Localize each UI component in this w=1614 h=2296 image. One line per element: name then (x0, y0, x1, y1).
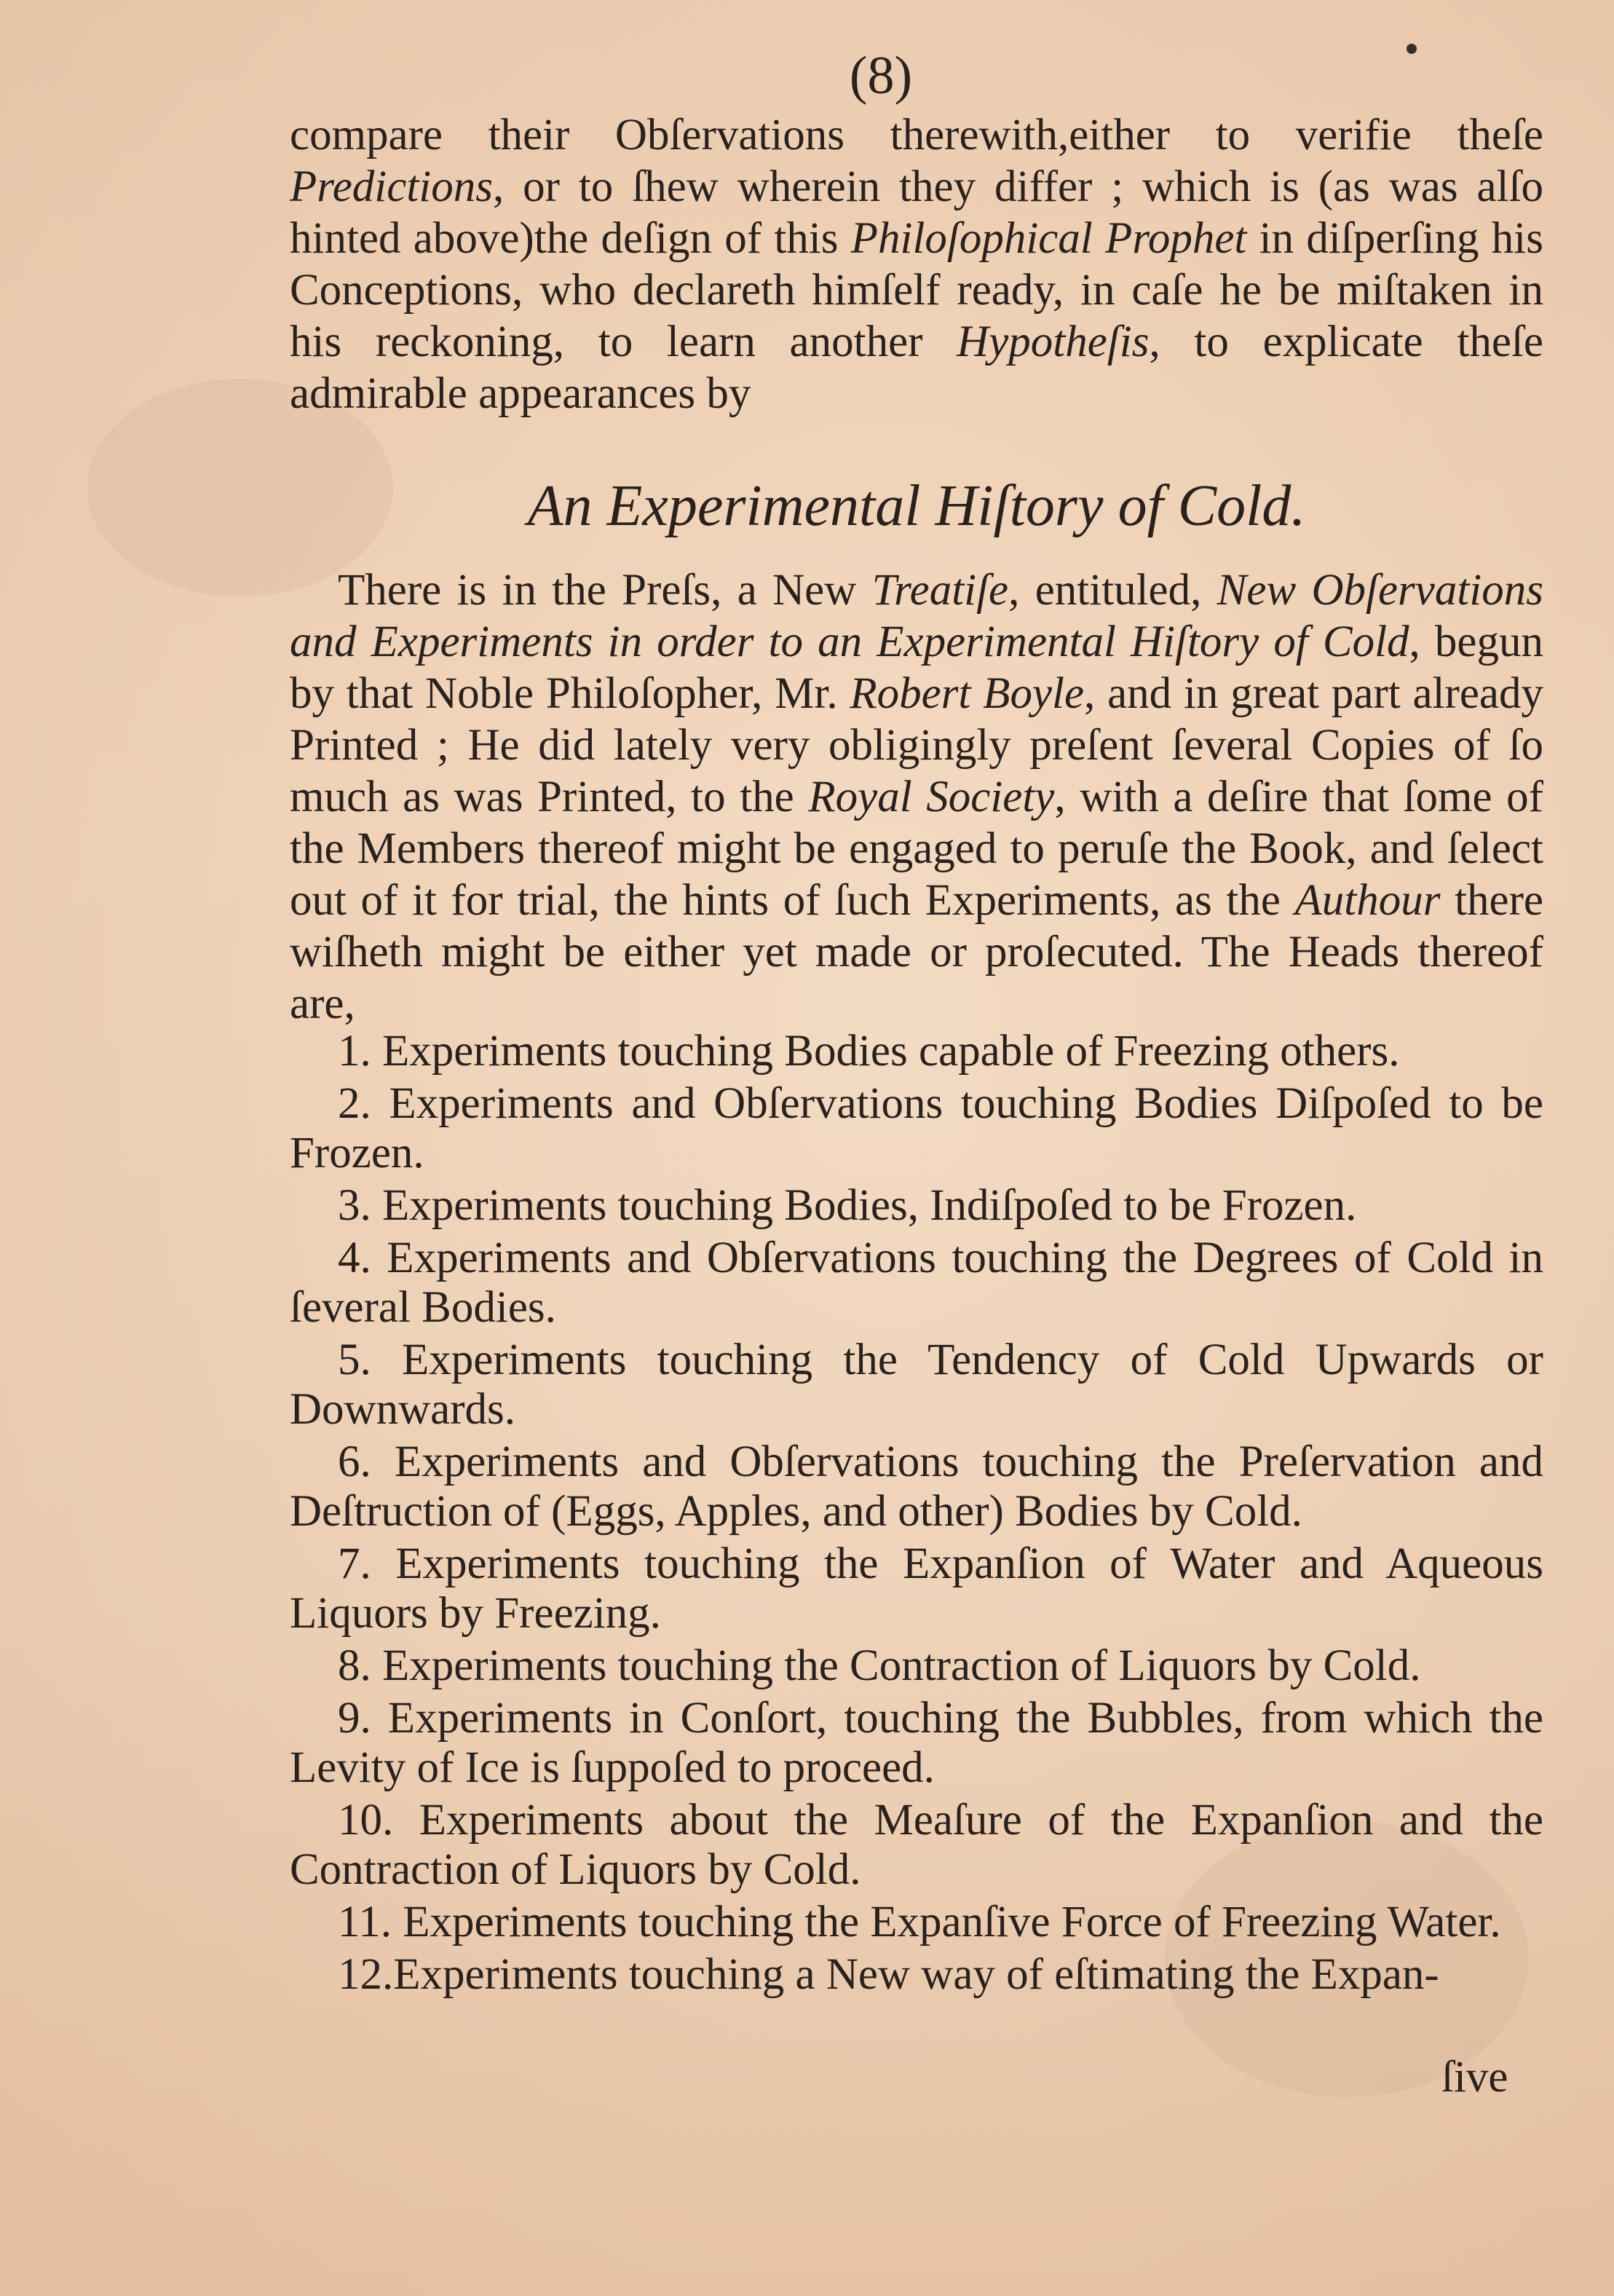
intro-prophet: Philoſophical Prophet (850, 214, 1247, 263)
body-text: , and in great part already Printed ; He did lately very obligingly preſent ſeveral Copies of ſo much as was Printed, to the (290, 669, 1543, 821)
body-title: New Obſervations and Experiments in order to an Experimental Hiſtory of Cold (290, 566, 1543, 666)
list-item: 3. Experiments touching Bodies, Indiſpoſed to be Frozen. (338, 1181, 1357, 1230)
list-item: 2. Experiments and Obſervations touching Bodies Diſpoſed to be Frozen. (290, 1079, 1543, 1177)
section-heading: An Experimental Hiſtory of Cold. (527, 474, 1306, 538)
body-authour: Authour (1294, 876, 1441, 925)
body-text: , begun by that Noble Philoſopher, Mr. (290, 618, 1543, 718)
intro-predictions: Predictions (290, 162, 493, 211)
list-item: 11. Experiments touching the Expanſive Force of Freezing Water. (338, 1898, 1501, 1946)
intro-hypothesis: Hypotheſis (957, 317, 1150, 366)
intro-paragraph (290, 109, 1543, 419)
list-item: 1. Experiments touching Bodies capable of Freezing others. (338, 1027, 1400, 1076)
page-number: (8) (849, 46, 913, 106)
heads-list (290, 1027, 1543, 2003)
body-author-name: Robert Boyle (850, 669, 1085, 718)
catchword: ſive (1441, 2053, 1508, 2102)
intro-text: , to explicate theſe admirable appearances by (290, 317, 1543, 418)
body-paragraph (290, 564, 1543, 1030)
body-text: There is in the Preſs, a New (338, 566, 872, 615)
body-text: , with a deſire that ſome of the Members thereof might be engaged to peruſe the Book, and ſelect out of it for trial, the hints of ſuch Experiments, as the (290, 773, 1543, 925)
list-item: 5. Experiments touching the Tendency of Cold Upwards or Downwards. (290, 1336, 1543, 1434)
list-item: 9. Experiments in Conſort, touching the Bubbles, from which the Levity of Ice is ſuppoſed to proceed. (290, 1694, 1543, 1792)
body-text: , entituled, (1008, 566, 1217, 615)
list-item: 10. Experiments about the Meaſure of the Expanſion and the Contraction of Liquors by Cold. (290, 1796, 1543, 1894)
list-item: 4. Experiments and Obſervations touching the Degrees of Cold in ſeveral Bodies. (290, 1234, 1543, 1332)
intro-text: , or to ſhew wherein they differ ; which is (as was alſo hinted above)the deſign of this (290, 162, 1543, 263)
list-item: 8. Experiments touching the Contraction of Liquors by Cold. (338, 1641, 1421, 1690)
list-item: 12.Experiments touching a New way of eſtimating the Expan- (338, 1950, 1439, 1999)
body-treatise: Treatiſe (871, 566, 1009, 615)
body-society: Royal Society (808, 773, 1055, 821)
list-item: 7. Experiments touching the Expanſion of Water and Aqueous Liquors by Freezing. (290, 1539, 1543, 1638)
body-text: there wiſheth might be either yet made or proſecuted. The Heads thereof are, (290, 876, 1543, 1028)
intro-text: in diſperſing his Conceptions, who declareth himſelf ready, in caſe he be miſtaken in his reckoning, to learn another (290, 214, 1543, 366)
list-item: 6. Experiments and Obſervations touching the Preſervation and Deſtruction of (Eggs, Apples, and other) Bodies by Cold. (290, 1437, 1543, 1536)
intro-text: compare their Obſervations therewith,either to verifie theſe (290, 111, 1543, 159)
ink-blot (1407, 44, 1417, 54)
